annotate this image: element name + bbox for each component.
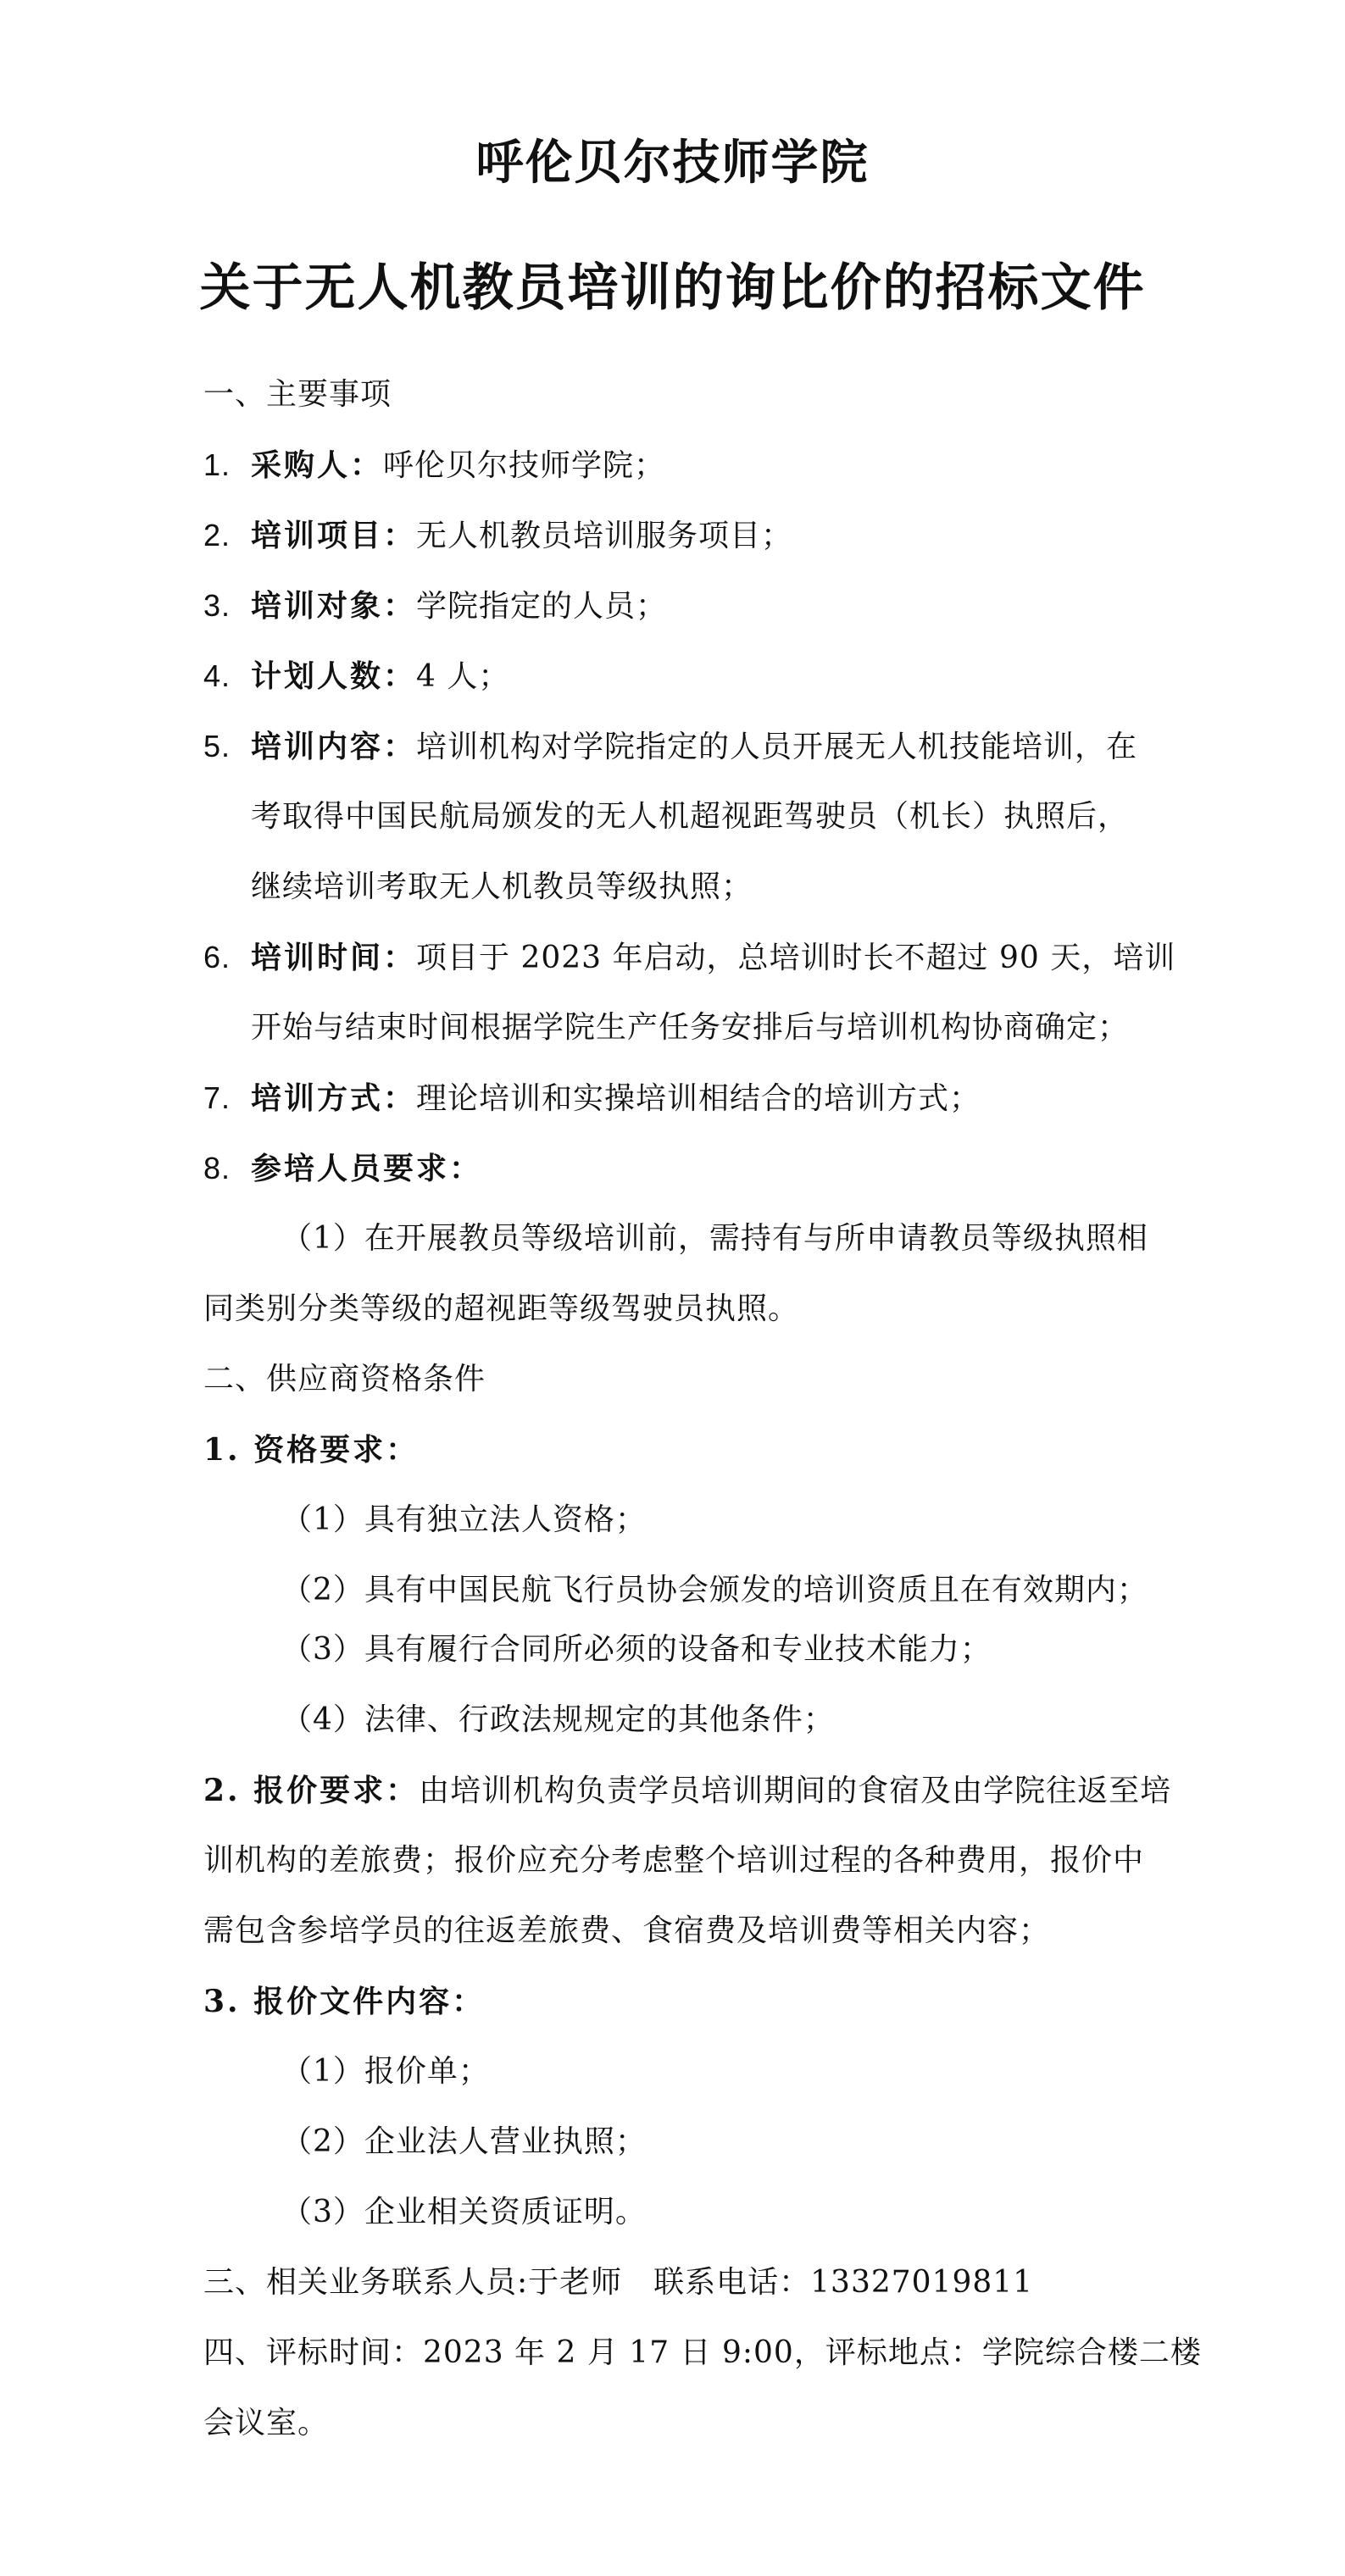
- item-number: 4.: [203, 658, 231, 693]
- item-number: 5.: [203, 729, 231, 763]
- item8-paragraph-line: 同类别分类等级的超视距等级驾驶员执照。: [203, 1291, 800, 1326]
- list-item: [203, 1080, 981, 1118]
- qualification-label-text: 1. 资格要求：: [203, 1432, 420, 1468]
- org-title: 呼伦贝尔技师学院: [475, 136, 870, 191]
- quote-doc-label-text: 3. 报价文件内容：: [203, 1984, 486, 2019]
- contact-line: 三、相关业务联系人员:于老师 联系电话：13327019811: [203, 2265, 1034, 2300]
- item-number: 7.: [203, 1080, 231, 1115]
- list-item: [203, 939, 1175, 977]
- item-number: 6.: [203, 940, 231, 974]
- list-item: [203, 728, 1137, 766]
- section2-heading: 二、供应商资格条件: [203, 1362, 486, 1396]
- item-continuation: 继续培训考取无人机教员等级执照；: [251, 869, 753, 904]
- list-item: [203, 587, 667, 625]
- quote-doc-label: [203, 1983, 485, 2021]
- item8-paragraph-line: （1）在开展教员等级培训前，需持有与所申请教员等级执照相: [281, 1221, 1148, 1256]
- item-label: 采购人：: [251, 447, 384, 483]
- evaluation-line: 四、评标时间：2023 年 2 月 17 日 9:00，评标地点：学院综合楼二楼: [203, 2335, 1202, 2370]
- item-label: 参培人员要求：: [251, 1151, 483, 1186]
- section1-heading: 一、主要事项: [203, 377, 392, 412]
- item-label: 培训对象：: [251, 588, 417, 624]
- item-label: 培训项目：: [251, 518, 417, 553]
- quote-doc-item: （3）企业相关资质证明。: [281, 2195, 647, 2229]
- price-requirement: [203, 1772, 1171, 1810]
- item-continuation: 开始与结束时间根据学院生产任务安排后与培训机构协商确定；: [251, 1010, 1130, 1045]
- item-continuation: 考取得中国民航局颁发的无人机超视距驾驶员（机长）执照后，: [251, 799, 1130, 834]
- item-label: 培训内容：: [251, 729, 417, 764]
- qualification-item: （4）法律、行政法规规定的其他条件；: [281, 1702, 835, 1737]
- quote-doc-item: （1）报价单；: [281, 2054, 490, 2089]
- price-text-line: 训机构的差旅费；报价应充分考虑整个培训过程的各种费用，报价中: [203, 1843, 1145, 1878]
- item-label: 培训时间：: [251, 940, 417, 975]
- price-text: 由培训机构负责学员培训期间的食宿及由学院往返至培: [419, 1774, 1172, 1808]
- price-text-line: 需包含参培学员的往返差旅费、食宿费及培训费等相关内容；: [203, 1913, 1051, 1948]
- price-label: 2. 报价要求：: [203, 1773, 420, 1808]
- item-number: 1.: [203, 447, 231, 482]
- item-number: 3.: [203, 588, 231, 623]
- item-text: 培训机构对学院指定的人员开展无人机技能培训，在: [416, 730, 1138, 764]
- qualification-label: [203, 1431, 419, 1469]
- document-title: 关于无人机教员培训的询比价的招标文件: [199, 258, 1146, 318]
- item-text: 无人机教员培训服务项目；: [416, 519, 793, 553]
- list-item: [203, 517, 792, 555]
- evaluation-line: 会议室。: [203, 2406, 330, 2440]
- item-text: 4 人；: [416, 659, 510, 694]
- list-item: [203, 658, 509, 696]
- item-text: 学院指定的人员；: [416, 589, 668, 624]
- item-text: 项目于 2023 年启动，总培训时长不超过 90 天，培训: [416, 941, 1176, 975]
- item-text: 呼伦贝尔技师学院；: [383, 448, 666, 483]
- list-item: [203, 1150, 482, 1188]
- item-label: 培训方式：: [251, 1080, 417, 1116]
- quote-doc-item: （2）企业法人营业执照；: [281, 2124, 647, 2159]
- qualification-item: （3）具有履行合同所必须的设备和专业技术能力；: [281, 1632, 992, 1667]
- item-label: 计划人数：: [251, 658, 417, 694]
- item-text: 理论培训和实操培训相结合的培训方式；: [416, 1081, 981, 1116]
- item-number: 2.: [203, 518, 231, 552]
- qualification-item: （2）具有中国民航飞行员协会颁发的培训资质且在有效期内；: [281, 1573, 1148, 1607]
- item-number: 8.: [203, 1151, 231, 1185]
- qualification-item: （1）具有独立法人资格；: [281, 1502, 647, 1537]
- list-item: [203, 447, 665, 485]
